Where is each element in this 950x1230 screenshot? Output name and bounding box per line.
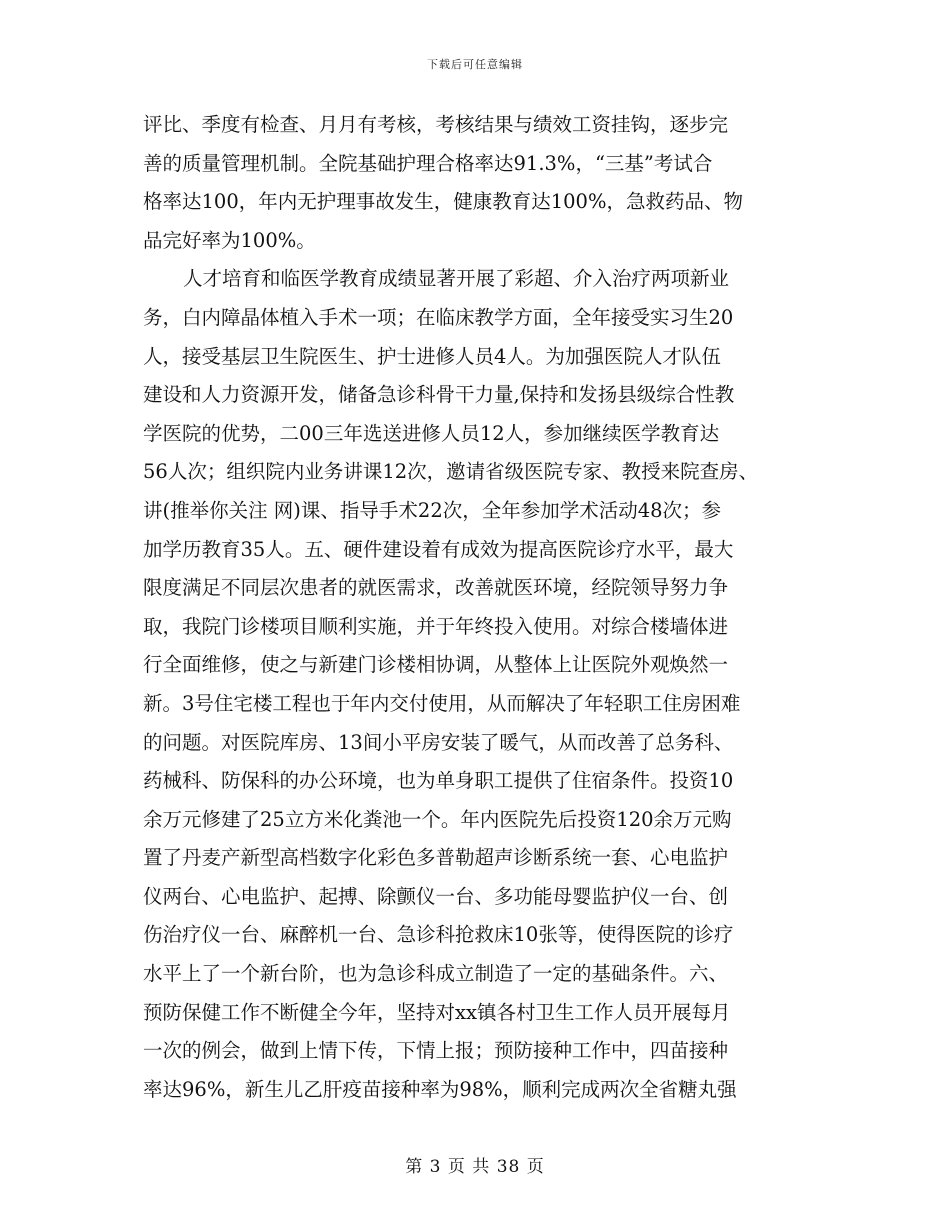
- text-line: 水平上了一个新台阶，也为急诊科成立制造了一定的基础条件。六、: [143, 962, 729, 986]
- text-line: 建设和人力资源开发，储备急诊科骨干力量,保持和发扬县级综合性教: [143, 383, 735, 407]
- text-line: 一次的例会，做到上情下传，下情上报；预防接种工作中，四苗接种: [143, 1039, 729, 1063]
- text-line: 格率达100，年内无护理事故发生，健康教育达100%，急救药品、物: [143, 190, 743, 214]
- text-line: 取，我院门诊楼项目顺利实施，并于年终投入使用。对综合楼墙体进: [143, 614, 729, 638]
- text-line: 品完好率为100%。: [143, 228, 316, 252]
- text-line: 仪两台、心电监护、起搏、除颤仪一台、多功能母婴监护仪一台、创: [143, 884, 729, 908]
- paragraph-start-line: 人才培育和临医学教育成绩显著开展了彩超、介入治疗两项新业: [183, 267, 730, 291]
- text-line: 预防保健工作不断健全今年，坚持对xx镇各村卫生工作人员开展每月: [143, 1000, 731, 1024]
- text-line: 行全面维修，使之与新建门诊楼相协调，从整体上让医院外观焕然一: [143, 653, 729, 677]
- text-line: 加学历教育35人。五、硬件建设着有成效为提高医院诊疗水平，最大: [143, 537, 734, 561]
- text-line: 善的质量管理机制。全院基础护理合格率达91.3%，“三基”考试合: [143, 151, 713, 175]
- text-line: 讲(推举你关注 网)课、指导手术22次，全年参加学术活动48次；参: [143, 498, 722, 522]
- text-line: 限度满足不同层次患者的就医需求，改善就医环境，经院领导努力争: [143, 576, 729, 600]
- text-line: 评比、季度有检查、月月有考核，考核结果与绩效工资挂钩，逐步完: [143, 113, 729, 136]
- text-line: 药械科、防保科的办公环境，也为单身职工提供了住宿条件。投资10: [143, 769, 734, 793]
- page-footer: 第 3 页 共 38 页: [405, 1157, 545, 1177]
- text-line: 人，接受基层卫生院医生、护士进修人员4人。为加强医院人才队伍: [143, 344, 721, 368]
- page-header: 下载后可任意编辑: [427, 58, 523, 71]
- document-body: [143, 106, 808, 1109]
- text-line: 56人次；组织院内业务讲课12次，邀请省级医院专家、教授来院查房、: [143, 460, 759, 484]
- text-line: 余万元修建了25立方米化粪池一个。年内医院先后投资120余万元购: [143, 807, 732, 831]
- text-line: 置了丹麦产新型高档数字化彩色多普勒超声诊断系统一套、心电监护: [143, 846, 729, 870]
- text-line: 新。3号住宅楼工程也于年内交付使用，从而解决了年轻职工住房困难: [143, 691, 741, 715]
- text-line: 学医院的优势，二00三年选送进修人员12人，参加继续医学教育达: [143, 421, 720, 445]
- text-line: 的问题。对医院库房、13间小平房安装了暖气，从而改善了总务科、: [143, 730, 734, 754]
- text-line: 伤治疗仪一台、麻醉机一台、急诊科抢救床10张等，使得医院的诊疗: [143, 923, 734, 947]
- text-line: 务，白内障晶体植入手术一项；在临床教学方面，全年接受实习生20: [143, 305, 734, 329]
- text-line: 率达96%，新生儿乙肝疫苗接种率为98%，顺利完成两次全省糖丸强: [143, 1077, 737, 1101]
